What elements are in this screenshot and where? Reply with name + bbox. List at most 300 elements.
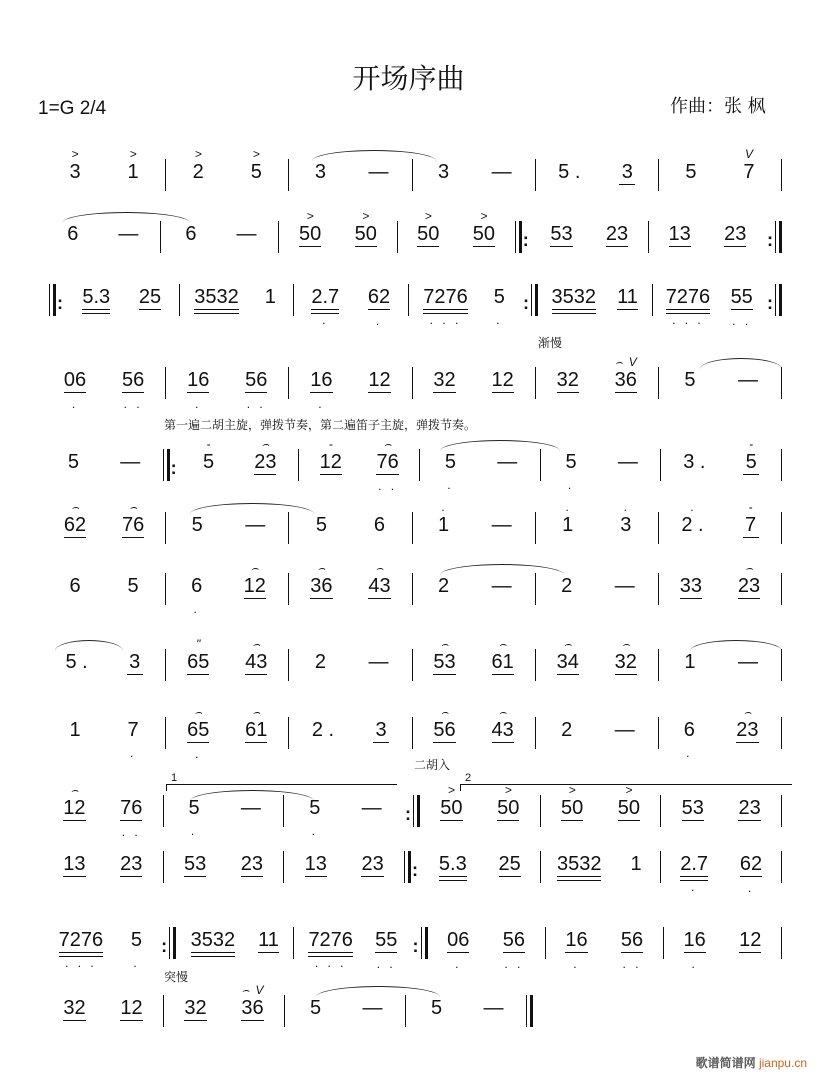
score-row <box>46 437 785 491</box>
octave-dot <box>64 543 86 555</box>
note <box>244 561 266 616</box>
octave-dot <box>63 882 85 894</box>
measure <box>169 355 285 409</box>
note-text: 62 <box>63 514 87 536</box>
barline <box>288 159 289 191</box>
octave-dot <box>484 1025 504 1037</box>
octave-dot <box>615 603 635 615</box>
octave-dot <box>606 252 628 264</box>
watermark-cn: 歌谱简谱网 <box>695 1056 756 1070</box>
octave-dot: . . . <box>429 313 462 327</box>
note <box>739 915 761 970</box>
octave-dot <box>439 881 467 893</box>
octave-dot <box>559 747 575 759</box>
octave-dot <box>436 603 452 615</box>
note-text: 2.7 <box>680 853 709 875</box>
note-text: 11 <box>258 929 279 951</box>
note <box>355 209 377 264</box>
note-text: 56 <box>121 369 145 391</box>
octave-dot <box>299 252 321 264</box>
note-text: 13 <box>668 223 691 245</box>
note <box>187 705 209 760</box>
octave-dot: . <box>455 957 462 971</box>
note-text: 1 <box>127 161 139 183</box>
note-top-marks <box>683 147 699 161</box>
note-top-marks <box>739 915 761 929</box>
note <box>615 355 637 410</box>
note-text: 06 <box>447 929 470 951</box>
measure <box>287 839 401 893</box>
repeat-barline <box>531 284 538 316</box>
measure <box>179 915 290 969</box>
note-text: 16 <box>310 369 333 391</box>
note-text: 1 <box>69 719 81 741</box>
note-top-marks <box>738 561 760 575</box>
note <box>120 983 142 1038</box>
octave-dot: . <box>686 746 693 760</box>
octave-dot: . <box>193 602 200 616</box>
note-text: 56 <box>433 719 456 741</box>
measure <box>416 705 532 759</box>
measure <box>539 355 655 409</box>
octave-dot <box>433 680 455 692</box>
note <box>563 437 579 491</box>
note <box>183 209 199 263</box>
note-text: — <box>614 719 635 741</box>
barline <box>775 221 782 253</box>
octave-dot <box>433 398 455 410</box>
note-text: 5 <box>444 451 456 473</box>
note <box>362 783 382 837</box>
note-top-marks <box>491 272 507 286</box>
note <box>606 209 628 264</box>
note-top-marks <box>248 147 264 161</box>
note <box>245 355 267 410</box>
note-text: — <box>737 651 758 673</box>
note <box>307 783 323 837</box>
note-text: 3 <box>437 161 450 183</box>
octave-dot <box>373 748 389 760</box>
note <box>237 209 257 263</box>
barline <box>165 367 166 399</box>
note-text: 2 <box>192 161 204 183</box>
score-row <box>46 783 785 837</box>
note-top-marks <box>241 983 263 997</box>
note-top-marks <box>258 915 279 929</box>
octave-dot <box>248 189 264 201</box>
upper-mark: - <box>206 437 211 451</box>
note <box>245 637 267 692</box>
note-text: 5 <box>430 997 443 1019</box>
volta-1 <box>166 772 397 791</box>
octave-dot: . <box>691 957 698 971</box>
note-text: 12 <box>63 797 86 819</box>
octave-dot <box>237 251 257 263</box>
note-text: 61 <box>491 651 514 673</box>
note-text: 23 <box>120 853 143 875</box>
note-text: 3532 <box>556 853 602 875</box>
note <box>120 783 142 838</box>
octave-dot: . <box>71 397 79 411</box>
octave-dot <box>65 479 81 491</box>
octave-dot: . <box>322 313 329 327</box>
octave-dot <box>724 252 746 264</box>
measure <box>169 637 285 691</box>
octave-dot <box>738 604 760 616</box>
note-top-marks <box>557 839 602 853</box>
octave-dot <box>63 826 85 838</box>
note-text: 5 <box>685 161 697 183</box>
octave-dot <box>190 189 206 201</box>
note <box>447 915 469 970</box>
note <box>64 500 86 555</box>
octave-dot <box>118 251 138 263</box>
octave-dot <box>187 680 209 692</box>
note-top-marks <box>423 272 468 286</box>
measure <box>416 147 532 201</box>
note-text: 65 <box>187 719 210 741</box>
note-top-marks <box>122 355 144 369</box>
note-top-marks <box>606 209 628 223</box>
barline <box>781 851 782 883</box>
note-text: 36 <box>614 369 637 391</box>
barline <box>535 512 536 544</box>
note <box>64 355 86 410</box>
barline <box>540 851 541 883</box>
note-text: 6 <box>683 719 695 741</box>
measure <box>544 783 658 837</box>
octave-dot: . <box>747 881 755 895</box>
note <box>731 272 753 327</box>
note <box>128 915 144 969</box>
note <box>736 705 758 760</box>
note-text: 32 <box>184 997 207 1019</box>
note <box>245 705 267 760</box>
measure <box>182 437 296 491</box>
octave-dot <box>308 1025 324 1037</box>
accent-icon: > <box>447 783 455 797</box>
measure <box>46 983 160 1037</box>
upper-mark: ⌢ <box>129 500 138 514</box>
octave-dot <box>362 825 382 837</box>
note <box>492 500 512 554</box>
note <box>241 983 263 1038</box>
note-top-marks <box>311 272 339 286</box>
note-text: 50 <box>417 223 440 245</box>
note-top-marks <box>680 839 708 853</box>
octave-dot <box>183 251 199 263</box>
accent-icon: > <box>504 783 512 797</box>
note-text: 76 <box>120 797 143 819</box>
note-text: 12 <box>491 369 514 391</box>
measure <box>416 637 532 691</box>
octave-dot <box>82 314 110 326</box>
note-top-marks <box>736 705 758 719</box>
octave-dot: . . <box>504 957 524 971</box>
note-top-marks <box>565 915 587 929</box>
octave-dot <box>127 680 143 692</box>
note-text: 5 <box>315 514 327 536</box>
octave-dot <box>262 314 278 326</box>
upper-mark: ⌢ <box>70 783 79 797</box>
note-text: 53 <box>183 853 207 875</box>
note-top-marks <box>310 561 332 575</box>
note-text: 50 <box>354 223 377 245</box>
note-top-marks <box>621 915 643 929</box>
octave-dot <box>125 603 141 615</box>
note-top-marks <box>666 272 711 286</box>
note-text: 2 <box>314 651 326 673</box>
note-text: 5 <box>565 451 577 473</box>
note-text: 56 <box>502 929 525 951</box>
note-top-marks <box>262 272 278 286</box>
note-top-marks <box>492 637 514 651</box>
octave-dot <box>473 252 495 264</box>
barline <box>408 284 409 316</box>
note-top-marks <box>187 355 209 369</box>
note-top-marks <box>563 437 579 451</box>
note-text: — <box>118 223 139 245</box>
note-text: 6 <box>69 575 81 597</box>
barline <box>397 221 398 253</box>
note-text: 5 . <box>558 161 581 183</box>
measure <box>46 839 160 893</box>
note <box>423 272 468 326</box>
score-row <box>46 705 785 759</box>
barline <box>658 573 659 605</box>
note-text: 43 <box>491 719 514 741</box>
measure <box>292 705 408 759</box>
note-text: 5 <box>309 797 321 819</box>
note-text: 3 <box>129 651 141 673</box>
note-text: — <box>491 161 512 183</box>
barline <box>160 221 161 253</box>
measure <box>183 272 291 326</box>
octave-dot <box>241 882 263 894</box>
note-top-marks <box>122 500 144 514</box>
note-text: 6 <box>373 514 386 536</box>
note-top-marks <box>552 272 597 286</box>
note-top-marks <box>558 147 580 161</box>
measure <box>662 561 778 615</box>
octave-dot: . . . <box>314 956 347 970</box>
octave-dot <box>680 604 702 616</box>
barline <box>165 717 166 749</box>
note-text: — <box>737 369 758 391</box>
note <box>615 705 635 759</box>
note-text: 5 <box>202 451 215 473</box>
barline <box>781 449 782 481</box>
note-top-marks <box>310 355 332 369</box>
octave-dot <box>245 680 267 692</box>
note <box>491 272 507 326</box>
note-top-marks <box>64 355 86 369</box>
octave-dot <box>125 189 141 201</box>
note-top-marks <box>308 915 353 929</box>
barline <box>412 649 413 681</box>
note-top-marks <box>618 437 638 451</box>
note-text: 43 <box>368 575 391 597</box>
note <box>311 272 339 326</box>
note-text: 16 <box>187 369 210 391</box>
note <box>433 637 455 692</box>
note-text: 23 <box>605 223 629 245</box>
octave-dot: . <box>318 397 325 411</box>
upper-mark: - <box>328 437 333 451</box>
note-text: 3532 <box>551 286 597 308</box>
song-title: 开场序曲 <box>352 62 465 95</box>
measure <box>169 705 285 759</box>
measure <box>416 500 532 554</box>
octave-dot <box>305 882 327 894</box>
note-text: 12 <box>243 575 266 597</box>
note <box>187 637 209 692</box>
measure <box>662 500 778 554</box>
upper-mark: . <box>441 500 446 514</box>
measure <box>549 915 660 969</box>
barline <box>278 221 279 253</box>
octave-dot <box>429 1025 445 1037</box>
note <box>122 355 144 410</box>
octave-dot <box>557 881 602 893</box>
measure <box>169 561 285 615</box>
volta-1-label: 1 <box>171 772 178 784</box>
note-top-marks <box>373 705 389 719</box>
octave-dot <box>201 479 217 491</box>
note-text: — <box>368 161 389 183</box>
octave-dot <box>194 314 239 326</box>
measure <box>664 437 778 491</box>
note <box>312 637 328 691</box>
measure <box>534 209 645 263</box>
upper-mark: ⌢ <box>563 637 572 651</box>
barline <box>283 851 284 883</box>
repeat-barline <box>404 851 411 883</box>
note-top-marks <box>550 209 572 223</box>
note-top-marks <box>433 355 455 369</box>
barline <box>540 449 541 481</box>
octave-dot <box>191 957 236 969</box>
note <box>741 147 757 201</box>
barline <box>658 717 659 749</box>
note-text: 2 . <box>681 514 704 536</box>
note-top-marks <box>741 147 757 161</box>
note <box>371 500 387 554</box>
note <box>189 561 205 615</box>
octave-dot <box>241 1026 263 1038</box>
note-top-marks <box>433 705 455 719</box>
note <box>308 915 353 969</box>
note-text: 25 <box>138 286 162 308</box>
note-top-marks <box>128 915 144 929</box>
note-text: 76 <box>376 451 399 473</box>
note <box>503 915 525 970</box>
note <box>63 839 85 894</box>
octave-dot <box>628 881 644 893</box>
note-top-marks <box>743 437 759 451</box>
upper-mark: ⌢ <box>743 705 752 719</box>
measure <box>431 915 542 969</box>
octave-dot <box>120 479 140 491</box>
octave-dot <box>368 679 388 691</box>
note <box>615 561 635 615</box>
note <box>63 983 85 1038</box>
note-top-marks <box>683 437 705 451</box>
octave-dot <box>561 826 583 838</box>
octave-dot: . <box>133 956 140 970</box>
octave-dot <box>355 252 377 264</box>
note-top-marks <box>499 839 521 853</box>
note-text: 5 <box>250 161 262 183</box>
note-text: — <box>491 575 512 597</box>
barline <box>781 795 782 827</box>
octave-dot: . <box>375 314 383 328</box>
barline <box>658 649 659 681</box>
note-text: 1 <box>684 651 696 673</box>
note-top-marks <box>312 705 334 719</box>
note-top-marks <box>67 561 83 575</box>
upper-mark: ⌢ <box>252 705 261 719</box>
note-top-marks <box>368 561 390 575</box>
note <box>67 561 83 615</box>
barline <box>419 449 420 481</box>
measure <box>297 272 405 326</box>
note <box>615 637 637 692</box>
note <box>436 147 452 201</box>
note-text: 32 <box>614 651 637 673</box>
accent-icon: > <box>625 783 633 797</box>
note <box>310 355 332 410</box>
octave-dot <box>361 882 383 894</box>
note <box>559 705 575 759</box>
note-top-marks <box>492 705 514 719</box>
note <box>125 705 141 759</box>
key-signature: 1=G 2/4 <box>38 98 107 119</box>
note-top-marks <box>615 705 635 719</box>
note-text: 13 <box>63 853 86 875</box>
note-text: 5 <box>684 369 696 391</box>
measure <box>652 209 763 263</box>
note-top-marks <box>299 209 321 223</box>
note-top-marks <box>557 355 579 369</box>
upper-mark: ⌢ <box>440 705 449 719</box>
octave-dot <box>619 190 635 202</box>
octave-dot <box>618 826 640 838</box>
measure <box>46 437 160 491</box>
note-text: 34 <box>556 651 579 673</box>
octave-dot: . <box>447 478 454 492</box>
note-text: 23 <box>240 853 264 875</box>
barline <box>298 449 299 481</box>
measure <box>297 915 408 969</box>
measure <box>656 272 764 326</box>
octave-dot <box>682 679 698 691</box>
octave-dot <box>736 748 758 760</box>
note <box>550 209 572 264</box>
note-text: — <box>362 997 383 1019</box>
barline <box>660 449 661 481</box>
note-text: 06 <box>63 369 87 391</box>
note-top-marks <box>484 983 504 997</box>
note-top-marks <box>194 272 239 286</box>
octave-dot <box>560 542 576 554</box>
note-text: 36 <box>310 575 333 597</box>
octave-dot <box>320 480 342 492</box>
note <box>184 839 206 894</box>
note <box>684 915 706 970</box>
note-top-marks <box>120 983 142 997</box>
octave-dot <box>313 542 329 554</box>
